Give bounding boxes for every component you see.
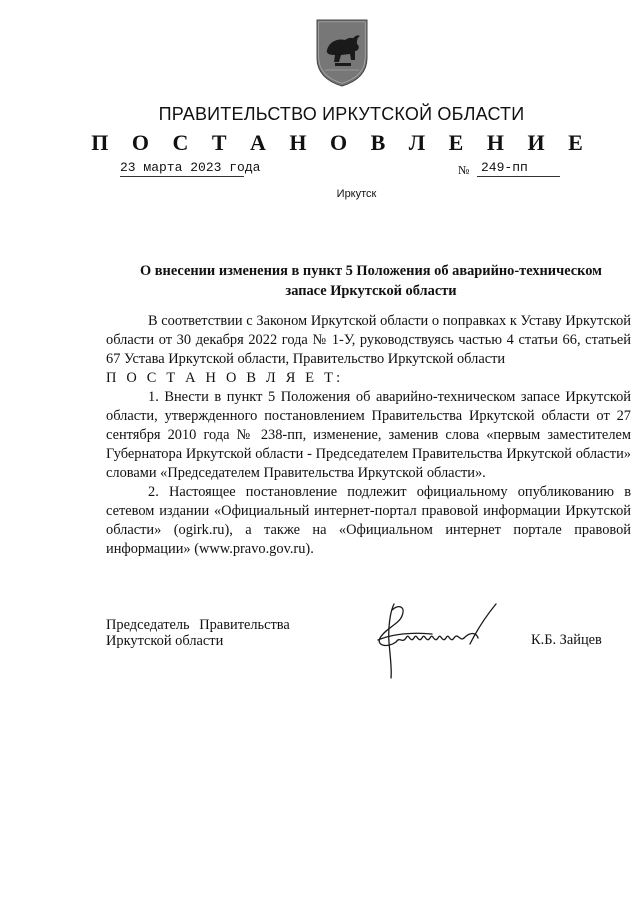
preamble-paragraph: В соответствии с Законом Иркутской области о поправках к Уставу Иркутской области от 30 декабря 2022 года № 1-У, руководствуясь частью 4 статьи 66, статьей 67 Устава Иркутской области, Правительство Иркутской области [106, 313, 631, 367]
subject-line-2: запасе Иркутской области [285, 283, 457, 299]
decree-word: П О С Т А Н О В Л Я Е Т: [106, 370, 344, 386]
signer-position-line-2: Иркутской области [106, 633, 224, 649]
city: Иркутск [336, 188, 377, 200]
coat-of-arms-icon [313, 18, 371, 88]
item-2-paragraph: 2. Настоящее постановление подлежит официальному опубликованию в сетевом издании «Официальный интернет-портал правовой информации Иркутской области» (ogirk.ru), а также на «Официальном интернет портале правовой информации» (www.pravo.gov.ru). [106, 484, 631, 557]
signer-position-line-1: Председатель Правительства [106, 617, 290, 633]
signer-position [106, 617, 290, 649]
subject-line-1: О внесении изменения в пункт 5 Положения об аварийно-техническом [139, 263, 602, 279]
document-body [106, 312, 631, 559]
document-type: П О С Т А Н О В Л Е Н И Е [91, 130, 592, 155]
signer-name: К.Б. Зайцев [531, 632, 602, 648]
handwritten-signature [372, 598, 504, 680]
number-label: № [458, 163, 470, 177]
document-subject [106, 261, 636, 301]
document-date: 23 марта 2023 года [120, 160, 261, 175]
government-title: ПРАВИТЕЛЬСТВО ИРКУТСКОЙ ОБЛАСТИ [158, 104, 525, 124]
document-number: 249-пп [477, 160, 560, 177]
item-1-paragraph: 1. Внести в пункт 5 Положения об аварийно-техническом запасе Иркутской области, утвержденного постановлением Правительства Иркутской области от 27 сентября 2010 года № 238-пп, изменение, заменив слова «первым заместителем Губернатора Иркутской области - Председателем Правительства Иркутской области» словами «Председателем Правительства Иркутской области». [106, 389, 631, 481]
